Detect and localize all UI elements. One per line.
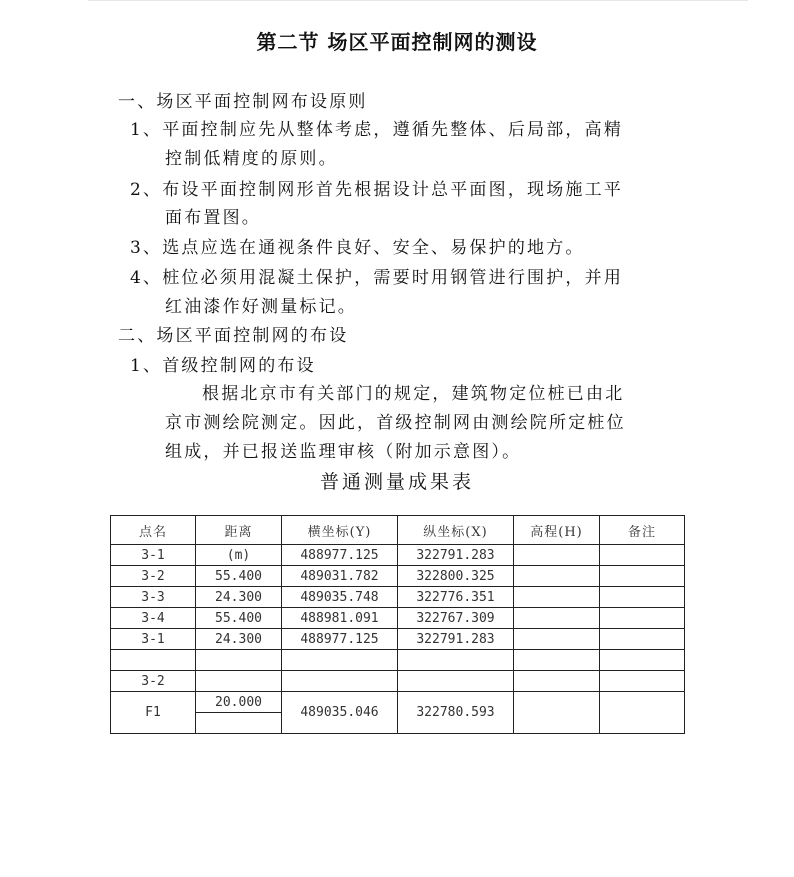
list-item-3: 3、选点应选在通视条件良好、安全、易保护的地方。 bbox=[130, 238, 585, 258]
distance-cell bbox=[196, 671, 282, 692]
distance-cell: 55.400 bbox=[196, 566, 282, 587]
point-name-cell: F1 bbox=[111, 692, 196, 734]
point-name-cell: 3-4 bbox=[111, 608, 196, 629]
page-top-border bbox=[88, 0, 748, 1]
y-coordinate-cell bbox=[282, 671, 398, 692]
survey-results-table bbox=[110, 515, 685, 734]
list-item-4: 4、桩位必须用混凝土保护，需要时用钢管进行围护，并用 bbox=[130, 268, 624, 288]
remarks-cell bbox=[600, 692, 685, 734]
point-name-cell: 3-2 bbox=[111, 566, 196, 587]
list-item-1-cont: 控制低精度的原则。 bbox=[165, 149, 338, 169]
distance-cell bbox=[196, 650, 282, 671]
x-coordinate-cell: 322800.325 bbox=[398, 566, 514, 587]
elevation-cell bbox=[514, 692, 600, 734]
paragraph-line-3: 组成，并已报送监理审核（附加示意图）。 bbox=[165, 442, 522, 462]
elevation-cell bbox=[514, 671, 600, 692]
remarks-cell bbox=[600, 608, 685, 629]
point-name-cell: 3-1 bbox=[111, 629, 196, 650]
distance-cell: 55.400 bbox=[196, 608, 282, 629]
y-coordinate-cell: 488977.125 bbox=[282, 545, 398, 566]
header-x-coordinate: 纵坐标(X) bbox=[398, 516, 514, 545]
remarks-cell bbox=[600, 650, 685, 671]
y-coordinate-cell: 489031.782 bbox=[282, 566, 398, 587]
x-coordinate-cell: 322780.593 bbox=[398, 692, 514, 734]
point-name-cell bbox=[111, 650, 196, 671]
paragraph-line-2: 京市测绘院测定。因此，首级控制网由测绘院所定桩位 bbox=[165, 413, 626, 433]
x-coordinate-cell bbox=[398, 671, 514, 692]
distance-unit-cell: (m) bbox=[196, 545, 282, 566]
table-header-row bbox=[111, 516, 685, 545]
y-coordinate-cell: 488977.125 bbox=[282, 629, 398, 650]
header-distance: 距离 bbox=[196, 516, 282, 545]
elevation-cell bbox=[514, 629, 600, 650]
remarks-cell bbox=[600, 566, 685, 587]
table-title: 普通测量成果表 bbox=[319, 471, 474, 493]
x-coordinate-cell: 322791.283 bbox=[398, 629, 514, 650]
x-coordinate-cell bbox=[398, 650, 514, 671]
remarks-cell bbox=[600, 629, 685, 650]
y-coordinate-cell: 489035.748 bbox=[282, 587, 398, 608]
distance-cell bbox=[196, 713, 282, 734]
section-title: 第二节 场区平面控制网的测设 bbox=[256, 30, 538, 54]
list-item-1: 1、平面控制应先从整体考虑，遵循先整体、后局部，高精 bbox=[130, 120, 624, 140]
distance-cell: 24.300 bbox=[196, 587, 282, 608]
remarks-cell bbox=[600, 545, 685, 566]
x-coordinate-cell: 322791.283 bbox=[398, 545, 514, 566]
elevation-cell bbox=[514, 545, 600, 566]
x-coordinate-cell: 322776.351 bbox=[398, 587, 514, 608]
point-name-cell: 3-3 bbox=[111, 587, 196, 608]
y-coordinate-cell: 488981.091 bbox=[282, 608, 398, 629]
point-name-cell: 3-1 bbox=[111, 545, 196, 566]
elevation-cell bbox=[514, 587, 600, 608]
elevation-cell bbox=[514, 608, 600, 629]
heading-2: 二、场区平面控制网的布设 bbox=[118, 326, 349, 346]
point-name-cell: 3-2 bbox=[111, 671, 196, 692]
y-coordinate-cell: 489035.046 bbox=[282, 692, 398, 734]
header-y-coordinate: 横坐标(Y) bbox=[282, 516, 398, 545]
remarks-cell bbox=[600, 671, 685, 692]
distance-cell: 20.000 bbox=[196, 692, 282, 713]
subheading-1: 1、首级控制网的布设 bbox=[130, 356, 316, 376]
heading-1: 一、场区平面控制网布设原则 bbox=[118, 92, 368, 112]
paragraph-line-1: 根据北京市有关部门的规定，建筑物定位桩已由北 bbox=[202, 384, 625, 404]
list-item-2: 2、布设平面控制网形首先根据设计总平面图，现场施工平 bbox=[130, 180, 624, 200]
list-item-2-cont: 面布置图。 bbox=[165, 208, 261, 228]
remarks-cell bbox=[600, 587, 685, 608]
x-coordinate-cell: 322767.309 bbox=[398, 608, 514, 629]
elevation-cell bbox=[514, 650, 600, 671]
distance-cell: 24.300 bbox=[196, 629, 282, 650]
elevation-cell bbox=[514, 566, 600, 587]
list-item-4-cont: 红油漆作好测量标记。 bbox=[165, 297, 357, 317]
header-remarks: 备注 bbox=[600, 516, 685, 545]
header-point-name: 点名 bbox=[111, 516, 196, 545]
y-coordinate-cell bbox=[282, 650, 398, 671]
header-elevation: 高程(H) bbox=[514, 516, 600, 545]
